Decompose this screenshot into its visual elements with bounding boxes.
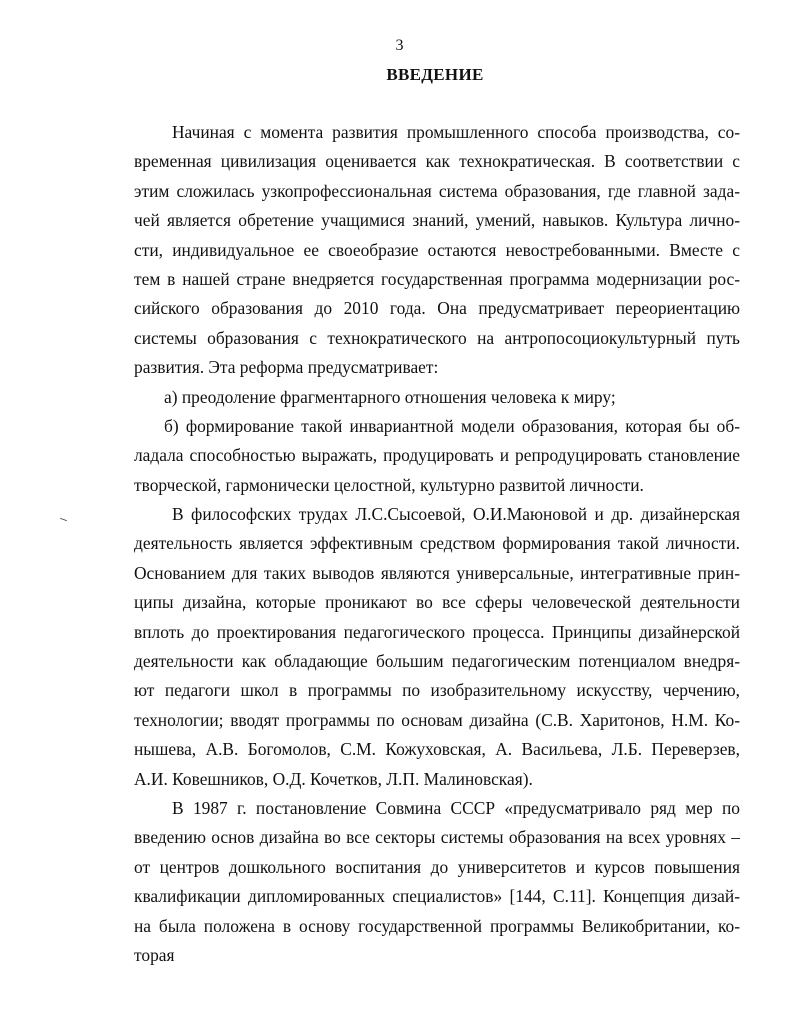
text-line: сийского образования до 2010 года. Она предусматривает переориентацию — [134, 298, 740, 319]
text-line: ют педагоги школ в программы по изобразительному искусству, черчению, — [134, 680, 740, 701]
text-line: этим сложилась узкопрофессиональная система образования, где главной зада- — [134, 180, 740, 201]
text-line: технологии; вводят программы по основам дизайна (С.В. Харитонов, Н.М. Ко- — [134, 709, 740, 730]
text-line: вплоть до проектирования педагогического процесса. Принципы дизайнерской — [134, 621, 740, 642]
text-line: от центров дошкольного воспитания до университетов и курсов повышения — [134, 856, 740, 877]
page-title: ВВЕДЕНИЕ — [386, 65, 484, 84]
text-line: ципы дизайна, которые проникают во все сферы человеческой деятельности — [134, 592, 740, 613]
text-line: на была положена в основу государственной программы Великобритании, ко- — [134, 915, 740, 936]
text-line: квалификации дипломированных специалистов» [144, С.11]. Концепция дизай- — [134, 886, 740, 907]
text-line: Начиная с момента развития промышленного способа производства, со- — [172, 122, 740, 142]
text-line: торая — [134, 944, 175, 965]
text-line: деятельность является эффективным средством формирования такой личности. — [134, 533, 740, 554]
text-line: А.И. Ковешников, О.Д. Кочетков, Л.П. Малиновская). — [134, 768, 533, 789]
text-line: сти, индивидуальное ее своеобразие остаются невостребованными. Вместе с — [134, 239, 740, 260]
text-line: Основанием для таких выводов являются универсальные, интегративные прин- — [134, 562, 740, 583]
text-line: В философских трудах Л.С.Сысоевой, О.И.Маюновой и др. дизайнерская — [172, 504, 740, 525]
text-line: творческой, гармонически целостной, культурно развитой личности. — [134, 474, 644, 495]
text-line: деятельности как обладающие большим педагогическим потенциалом внедря- — [134, 651, 740, 672]
text-line: В 1987 г. постановление Совмина СССР «предусматривало ряд мер по — [172, 797, 740, 818]
text-line: развития. Эта реформа предусматривает: — [134, 357, 439, 378]
text-line: чей является обретение учащимися знаний, умений, навыков. Культура лично- — [134, 210, 740, 231]
body-text — [134, 118, 740, 970]
text-line: тем в нашей стране внедряется государственная программа модернизации рос- — [134, 268, 740, 289]
text-line: системы образования с технократического на антропосоциокультурный путь — [134, 327, 740, 348]
list-item: б) формирование такой инвариантной модели образования, которая бы об- — [164, 415, 740, 436]
text-line: нышева, А.В. Богомолов, С.М. Кожуховская, А. Васильева, Л.Б. Переверзев, — [134, 739, 740, 760]
text-line: ладала способностью выражать, продуцировать и репродуцировать становление — [134, 445, 740, 466]
scan-mark — [60, 518, 67, 521]
page-number: 3 — [395, 37, 404, 54]
text-line: введению основ дизайна во все секторы системы образования на всех уровнях – — [134, 827, 740, 848]
text-line: временная цивилизация оценивается как технократическая. В соответствии с — [134, 151, 740, 172]
list-item: а) преодоление фрагментарного отношения человека к миру; — [164, 386, 616, 407]
